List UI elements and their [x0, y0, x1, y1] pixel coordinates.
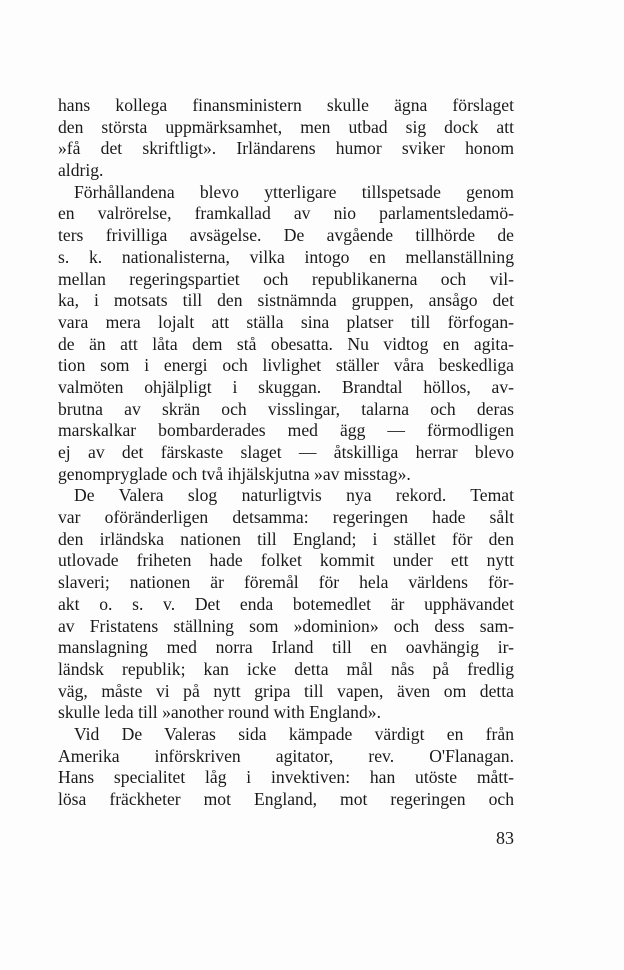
- text-line: ej av det färskaste slaget — åtskilliga herrar blevo: [58, 442, 514, 462]
- text-line: av Fristatens ställning som »dominion» och dess sam-: [58, 615, 514, 636]
- text-line: den irländska nationen till England; i stället för den: [58, 528, 514, 549]
- text-line: väg, måste vi på nytt gripa till vapen, även om detta: [58, 680, 514, 701]
- text-line: de än att låta dem stå obesatta. Nu vidtog en agita-: [58, 333, 514, 354]
- text-line: ländsk republik; kan icke detta mål nås på fredlig: [58, 658, 514, 679]
- text-line: ka, i motsats till den sistnämnda gruppen, ansågo det: [58, 290, 514, 311]
- text-line: Hans specialitet låg i invektiven: han utöste mått-: [58, 767, 514, 788]
- text-line: De Valera slog naturligtvis nya rekord. Temat: [74, 485, 514, 506]
- text-line: genompryglade och två ihjälskjutna »av misstag».: [58, 463, 411, 484]
- text-line: Förhållandena blevo ytterligare tillspetsade genom: [74, 181, 514, 202]
- body-text: [58, 95, 514, 811]
- text-line: skulle leda till »another round with England».: [58, 702, 381, 723]
- text-line: valmöten ohjälpligt i skuggan. Brandtal höllos, av-: [58, 376, 514, 397]
- text-line: var oföränderligen detsamma: regeringen hade sålt: [58, 507, 514, 528]
- text-line: manslagning med norra Irland till en oavhängig ir-: [58, 637, 514, 658]
- text-line: den största uppmärksamhet, men utbad sig dock att: [58, 116, 514, 137]
- text-line: brutna av skrän och visslingar, talarna och deras: [58, 398, 514, 419]
- text-line: vara mera lojalt att ställa sina platser till förfogan-: [58, 311, 514, 332]
- text-line: utlovade friheten hade folket kommit under ett nytt: [58, 550, 514, 571]
- text-line: Amerika införskriven agitator, rev. O'Flanagan.: [58, 745, 514, 766]
- text-line: akt o. s. v. Det enda botemedlet är upphävandet: [58, 593, 514, 614]
- text-line: »få det skriftligt». Irländarens humor sviker honom: [58, 138, 514, 159]
- text-line: s. k. nationalisterna, vilka intogo en mellanställning: [58, 246, 514, 267]
- text-line: Vid De Valeras sida kämpade värdigt en från: [74, 723, 514, 744]
- page-number: 83: [496, 828, 514, 848]
- text-line: slaveri; nationen är föremål för hela världens för-: [58, 572, 514, 593]
- text-line: marskalkar bombarderades med ägg — förmodligen: [58, 420, 514, 441]
- text-line: ters frivilliga avsägelse. De avgående tillhörde de: [58, 225, 514, 246]
- text-line: lösa fräckheter mot England, mot regeringen och: [58, 789, 514, 809]
- text-line: mellan regeringspartiet och republikanerna och vil-: [58, 268, 514, 289]
- text-line: hans kollega finansministern skulle ägna förslaget: [58, 95, 514, 115]
- text-line: en valrörelse, framkallad av nio parlamentsledamö-: [58, 203, 514, 224]
- text-line: aldrig.: [58, 160, 104, 181]
- text-line: tion som i energi och livlighet ställer våra beskedliga: [58, 355, 514, 376]
